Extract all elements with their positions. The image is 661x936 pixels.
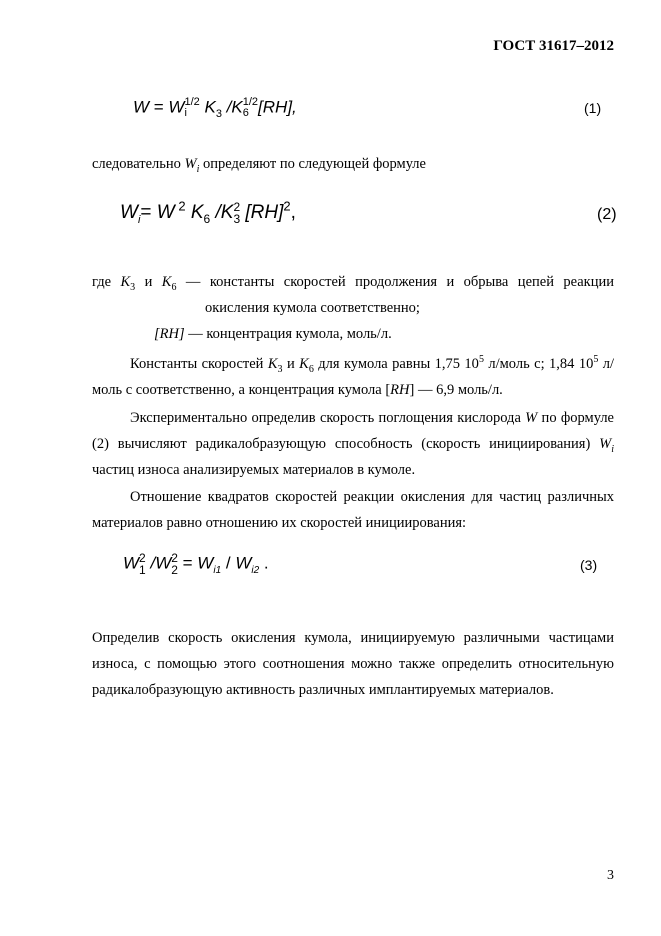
formula-3-w2: W bbox=[155, 553, 172, 573]
formula-2-wi: W bbox=[120, 202, 138, 224]
experiment-paragraph bbox=[92, 405, 614, 483]
consequently-var-sub: i bbox=[196, 163, 200, 175]
constants-paragraph bbox=[92, 351, 614, 403]
where-rest: — константы скоростей продолжения и обрыва цепей реакции bbox=[176, 274, 615, 290]
where-k3: K bbox=[120, 274, 131, 290]
formula-2-w-sup: 2 bbox=[174, 198, 186, 214]
formula-2-slash: / bbox=[210, 202, 221, 224]
consequently-line bbox=[92, 156, 426, 173]
formula-3-w2-sub: 2 bbox=[171, 563, 178, 577]
constants-exp-1: 5 bbox=[478, 354, 484, 366]
constants-c: для кумола равны 1,75 10 bbox=[313, 356, 479, 372]
formula-1-lhs: W bbox=[133, 97, 150, 117]
formula-2-wi-sub: i bbox=[137, 213, 141, 226]
formula-3-wi1: W bbox=[197, 553, 214, 573]
where-line-1 bbox=[92, 274, 614, 291]
formula-2-k6-sub: 6 bbox=[203, 211, 211, 226]
constants-k6-sub: 6 bbox=[308, 363, 314, 375]
formula-2-rh-sup: 2 bbox=[283, 198, 291, 214]
constants-exp-2: 5 bbox=[593, 354, 599, 366]
where-k6: K bbox=[161, 274, 172, 290]
formula-3-wi1-sub: i1 bbox=[213, 564, 222, 576]
experiment-w: W bbox=[525, 410, 538, 426]
page-number: 3 bbox=[607, 868, 614, 883]
constants-a: Константы скоростей bbox=[130, 356, 268, 372]
formula-3-w1-sub: 1 bbox=[139, 563, 146, 577]
formula-2-comma: , bbox=[290, 202, 296, 224]
where-line-3-rest: — концентрация кумола, моль/л. bbox=[184, 326, 392, 342]
formula-3-w2-sup: 2 bbox=[171, 551, 178, 565]
formula-1 bbox=[133, 97, 297, 119]
constants-b: и bbox=[282, 356, 300, 372]
formula-1-number: (1) bbox=[584, 100, 602, 116]
conclusion-paragraph: Определив скорость окисления кумола, инициируемую различными частицами износа, с помощью этого соотношения можно также определить относительную радикалобразующую активность различных имплантируемых материалов. bbox=[92, 630, 614, 698]
formula-3-wi2: W bbox=[235, 553, 252, 573]
document-header: ГОСТ 31617–2012 bbox=[493, 38, 614, 54]
experiment-c: частиц износа анализируемых материалов в кумоле. bbox=[92, 462, 416, 478]
formula-1-k6-sup: 1/2 bbox=[242, 96, 259, 108]
experiment-b: по формуле (2) вычисляют радикалобразующую способность (скорость инициирования) bbox=[92, 410, 614, 452]
formula-3-wi2-sub: i2 bbox=[251, 564, 260, 576]
formula-3 bbox=[123, 552, 269, 576]
constants-k3: K bbox=[267, 356, 278, 372]
formula-1-k3-sub: 3 bbox=[215, 107, 222, 120]
formula-2-w: W bbox=[156, 202, 175, 224]
consequently-after: определяют по следующей формуле bbox=[199, 156, 426, 172]
formula-2-k6: K bbox=[185, 202, 204, 224]
where-k3-sub: 3 bbox=[130, 281, 136, 293]
constants-k6: K bbox=[299, 356, 309, 372]
formula-1-slash: / bbox=[221, 97, 232, 117]
formula-1-wi-sub: i bbox=[184, 107, 187, 119]
formula-3-slash: / bbox=[145, 553, 156, 573]
ratio-paragraph: Отношение квадратов скоростей реакции окисления для частиц различных материалов равно отношению их скоростей инициирования: bbox=[92, 489, 614, 531]
formula-1-wi-sup: 1/2 bbox=[184, 96, 200, 108]
where-and: и bbox=[135, 274, 162, 290]
formula-1-wi: W bbox=[168, 97, 185, 117]
consequently-var: W bbox=[184, 156, 197, 172]
formula-3-slash-2: / bbox=[221, 553, 236, 573]
formula-2-number: (2) bbox=[597, 206, 617, 223]
formula-1-k3: K bbox=[199, 97, 216, 117]
formula-3-number: (3) bbox=[580, 557, 598, 573]
constants-k3-sub: 3 bbox=[277, 363, 283, 375]
constants-rh: RH bbox=[390, 382, 410, 398]
where-pre: где bbox=[92, 274, 121, 290]
constants-e: л/моль с соответственно, а концентрация кумола [ bbox=[92, 356, 615, 398]
formula-1-k6: K bbox=[231, 97, 243, 117]
formula-1-equals: = bbox=[149, 97, 169, 117]
formula-2-equals: = bbox=[140, 202, 157, 224]
formula-3-equals: = bbox=[177, 553, 198, 573]
where-k6-sub: 6 bbox=[171, 281, 177, 293]
formula-2 bbox=[120, 198, 296, 226]
formula-1-k6-sub: 6 bbox=[242, 107, 249, 119]
where-line-2: окисления кумола соответственно; bbox=[205, 300, 420, 316]
experiment-wi: W bbox=[599, 436, 612, 452]
formula-3-dot: . bbox=[259, 553, 269, 573]
consequently-before: следовательно bbox=[92, 156, 185, 172]
constants-f: ] — 6,9 моль/л. bbox=[409, 382, 503, 398]
formula-2-k3-sup: 2 bbox=[233, 200, 241, 214]
where-rh: [RH] bbox=[154, 326, 185, 342]
where-line-3 bbox=[154, 326, 392, 343]
formula-2-k3-sub: 3 bbox=[233, 212, 241, 226]
experiment-wi-sub: i bbox=[611, 443, 614, 455]
formula-1-rh: [RH], bbox=[258, 97, 297, 117]
formula-3-w1-sup: 2 bbox=[139, 551, 146, 565]
formula-3-w1: W bbox=[123, 553, 140, 573]
formula-2-k3: K bbox=[220, 202, 234, 224]
formula-2-rh: [RH] bbox=[240, 202, 284, 224]
experiment-a: Экспериментально определив скорость поглощения кислорода bbox=[130, 410, 526, 426]
constants-d: л/моль с; 1,84 10 bbox=[483, 356, 594, 372]
